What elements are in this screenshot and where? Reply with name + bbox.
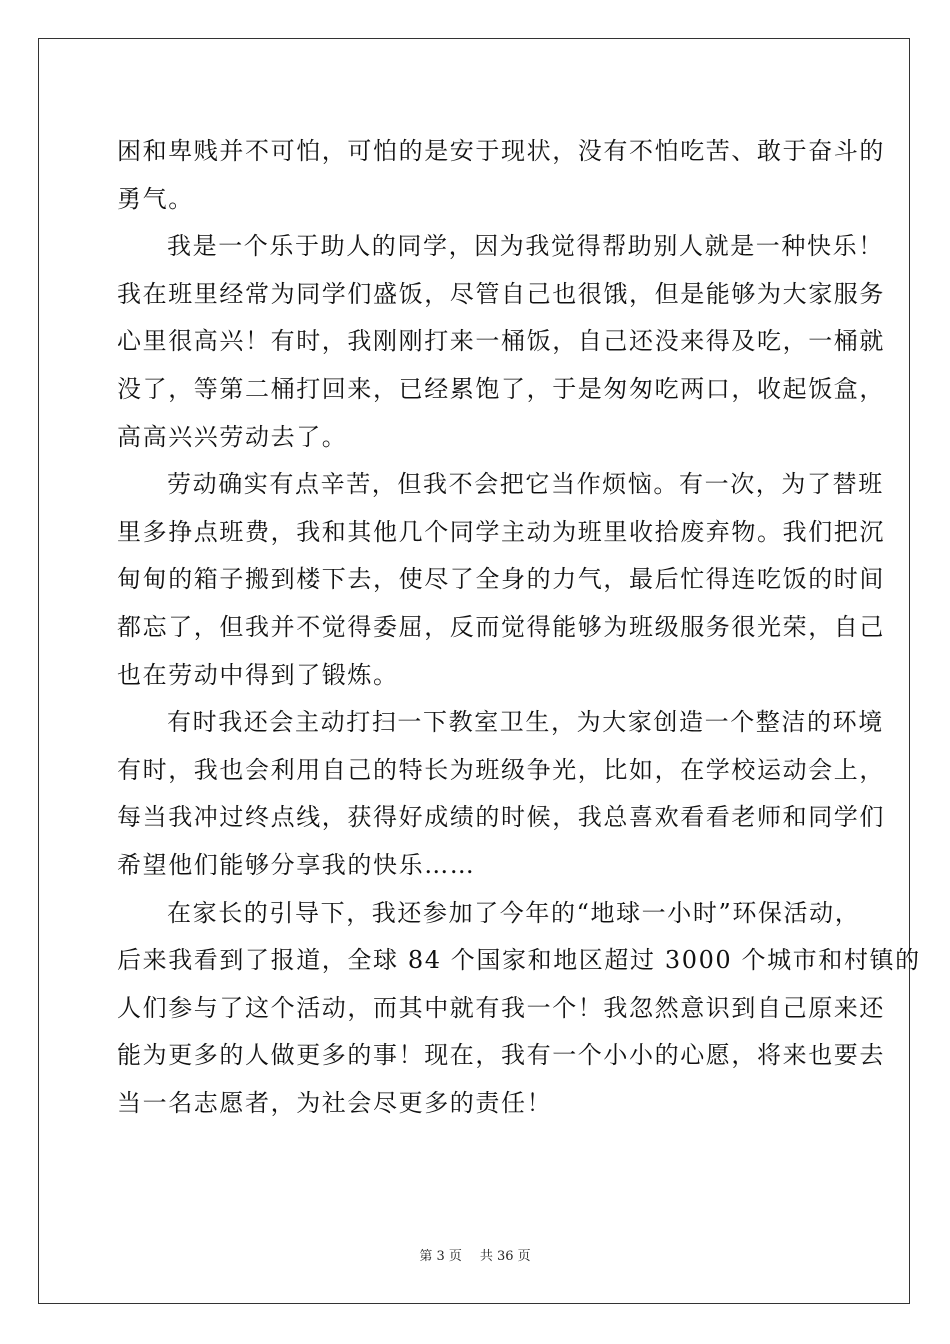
text-line: 后来我看到了报道，全球 84 个国家和地区超过 3000 个城市和村镇的 <box>117 946 921 975</box>
text-line: 里多挣点班费，我和其他几个同学主动为班里收拾废弃物。我们把沉 <box>117 517 885 546</box>
text-line: 每当我冲过终点线，获得好成绩的时候，我总喜欢看看老师和同学们 <box>117 803 885 832</box>
text-line: 人们参与了这个活动，而其中就有我一个！我忽然意识到自己原来还 <box>117 993 885 1022</box>
paragraph-start-line: 我是一个乐于助人的同学，因为我觉得帮助别人就是一种快乐！ <box>167 232 884 261</box>
text-line: 困和卑贱并不可怕，可怕的是安于现状，没有不怕吃苦、敢于奋斗的 <box>117 137 885 165</box>
document-body <box>117 128 921 1127</box>
text-line: 心里很高兴！有时，我刚刚打来一桶饭，自己还没来得及吃，一桶就 <box>117 327 885 356</box>
text-line: 勇气。 <box>117 184 194 213</box>
page-number: 第 3 页 <box>419 1249 462 1264</box>
paragraph-start-line: 在家长的引导下，我还参加了今年的“地球一小时”环保活动， <box>167 898 861 927</box>
page-total: 共 36 页 <box>479 1249 531 1264</box>
text-line: 有时，我也会利用自己的特长为班级争光，比如，在学校运动会上， <box>117 755 885 784</box>
text-line: 我在班里经常为同学们盛饭，尽管自己也很饿，但是能够为大家服务 <box>117 279 885 308</box>
text-line: 没了，等第二桶打回来，已经累饱了，于是匆匆吃两口，收起饭盒， <box>117 374 885 403</box>
text-line: 都忘了，但我并不觉得委屈，反而觉得能够为班级服务很光荣，自己 <box>117 612 885 641</box>
text-line: 也在劳动中得到了锻炼。 <box>117 660 399 689</box>
text-line: 当一名志愿者，为社会尽更多的责任！ <box>117 1088 553 1117</box>
text-line: 甸甸的箱子搬到楼下去，使尽了全身的力气，最后忙得连吃饭的时间 <box>117 565 885 594</box>
text-line: 高高兴兴劳动去了。 <box>117 422 348 451</box>
text-line: 希望他们能够分享我的快乐…… <box>117 850 476 879</box>
paragraph-start-line: 有时我还会主动打扫一下教室卫生，为大家创造一个整洁的环境 <box>167 708 884 737</box>
paragraph-start-line: 劳动确实有点辛苦，但我不会把它当作烦恼。有一次，为了替班 <box>167 470 884 499</box>
page-footer <box>0 1245 950 1264</box>
text-line: 能为更多的人做更多的事！现在，我有一个小小的心愿，将来也要去 <box>117 1041 885 1070</box>
